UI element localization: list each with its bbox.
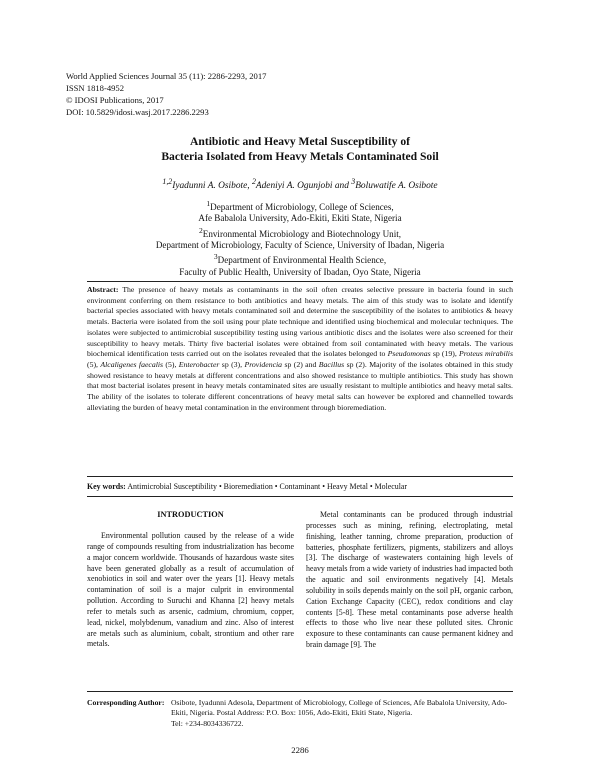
affiliation-2a	[66, 225, 534, 240]
affiliation-3a	[66, 251, 534, 266]
affiliation-1a	[66, 198, 534, 213]
copyright: © IDOSI Publications, 2017	[66, 95, 164, 105]
journal-citation: World Applied Sciences Journal 35 (11): 2286-2293, 2017	[66, 71, 267, 81]
genus-1: Pseudomonas	[387, 349, 431, 359]
abstract-sep-4: sp (3),	[219, 359, 245, 369]
affil-3-mark: 3	[213, 252, 218, 262]
affil-2-text: Environmental Microbiology and Biotechnology Unit,	[202, 228, 402, 239]
abstract-sep-5: sp (2) and	[282, 359, 319, 369]
affil-3-text: Department of Environmental Health Science,	[217, 255, 387, 266]
intro-left-column	[87, 531, 294, 650]
genus-5: Providencia	[244, 359, 283, 369]
affiliation-3b: Faculty of Public Health, University of Ibadan, Oyo State, Nigeria	[179, 266, 421, 277]
keywords-rule	[87, 496, 513, 497]
author-1: Iyadunni A. Osibote,	[172, 181, 252, 192]
abstract-sep-3: (5),	[163, 359, 179, 369]
journal-masthead	[66, 70, 266, 118]
genus-2: Proteus mirabilis	[458, 349, 513, 359]
intro-paragraph-1: Environmental pollution caused by the release of a wide range of compounds resulting from industrialization has become a major concern worldwide. Thousands of hazardous waste sites have been generated globally as a result of accumulation of xenobiotics in soil and water over the years [1]. Heavy metals contamination of soil is a major culprit in environmental pollution. According to Suruchi and Khanna [2] heavy metals refer to metals such as arsenic, cadmium, chromium, copper, lead, nickel, molybdenum, vanadium and zinc. Also of interest are metals such as aluminium, cobalt, strontium and other rare metals.	[87, 531, 294, 649]
abstract	[87, 285, 513, 413]
abstract-top-rule	[87, 281, 513, 282]
genus-6: Bacillus	[318, 359, 345, 369]
abstract-text-1: The presence of heavy metals as contaminants in the soil often creates selective pressure in bacteria found in such environment conferring on them resistance to both antibiotics and heavy metals. The aim of this study was to isolate and identify bacterial species associated with heavy metals contaminated soil and determine the susceptibility of the isolates to antibiotics & heavy metals. Bacteria were isolated from the soil using pour plate technique and identified using biochemical and molecular techniques. The isolates were subjected to antimicrobial susceptibility testing using various antibiotic discs and the isolates were also screened for their susceptibility to heavy metals. Thirty five bacterial isolates were obtained from soil contaminated with heavy metals. The various biochemical identification tests carried out on the isolates revealed that the isolates belonged to	[87, 285, 513, 359]
author-1-affil: 1,2	[162, 177, 173, 186]
author-3: Boluwatife A. Osibote	[355, 181, 438, 192]
corresponding-author-address: Osibote, Iyadunni Adesola, Department of Microbiology, College of Sciences, Afe Babalola University, Ado-Ekiti, Nigeria. Postal Address: P.O. Box: 1056, Ado-Ekiti, Ekiti State, Nigeria.	[171, 698, 508, 718]
keywords-text: Antimicrobial Susceptibility • Bioremediation • Contaminant • Heavy Metal • Molecular	[125, 482, 408, 491]
title-line-1: Antibiotic and Heavy Metal Susceptibility of	[190, 135, 410, 148]
affiliation-1b: Afe Babalola University, Ado-Ekiti, Ekiti State, Nigeria	[198, 213, 402, 224]
affiliation-2b: Department of Microbiology, Faculty of Science, University of Ibadan, Nigeria	[155, 239, 445, 250]
author-list	[66, 176, 534, 192]
issn: ISSN 1818-4952	[66, 83, 125, 93]
abstract-sep-2: (5),	[87, 359, 101, 369]
author-2-affil: 2	[251, 177, 256, 186]
affil-1-text: Department of Microbiology, College of Sciences,	[210, 202, 394, 213]
footnote-rule	[87, 691, 513, 692]
abstract-text-2: sp (2). Majority of the isolates obtained in this study showed resistance to heavy metals at different concentrations and also showed resistance to multiple antibiotics. This study has shown that most bacterial isolates present in heavy metals contaminated sites are usually resistant to multiple antibiotics and heavy metal salts. The ability of the isolates to tolerate different concentrations of heavy metal salts can however be explored and channelled towards alleviating the burden of heavy metal contamination in the environment through bioremediation.	[87, 359, 513, 412]
paper-title	[66, 134, 534, 164]
corresponding-author-details	[171, 698, 513, 729]
affiliations	[66, 198, 534, 278]
doi[interactable]: DOI: 10.5829/idosi.wasj.2017.2286.2293	[66, 107, 209, 117]
keywords-label: Key words:	[87, 482, 126, 491]
affil-2-mark: 2	[198, 225, 203, 235]
abstract-label: Abstract:	[87, 285, 119, 294]
page-number: 2286	[291, 745, 309, 755]
genus-3: Alcaligenes faecalis	[100, 359, 164, 369]
affil-1-mark: 1	[206, 199, 211, 208]
corresponding-author-label: Corresponding Author:	[87, 698, 165, 707]
genus-4: Enterobacter	[178, 359, 220, 369]
section-heading-introduction: INTRODUCTION	[157, 510, 224, 519]
abstract-sep-1: sp (19),	[430, 349, 459, 359]
author-3-affil: 3	[351, 177, 356, 186]
title-line-2: Bacteria Isolated from Heavy Metals Contaminated Soil	[161, 150, 439, 163]
intro-paragraph-2: Metal contaminants can be produced through industrial processes such as mining, refining, electroplating, metal finishing, leather tanning, chrome preparation, production of batteries, phosphate fertilizers, pigments, stabilizers and alloys [3]. The discharge of wastewaters containing high levels of heavy metals from a wide variety of industries had impacted both the aquatic and soil environments negatively [4]. Metals solubility in soils depends mainly on the soil pH, organic carbon, Cation Exchange Capacity (CEC), redox conditions and clay contents [5-8]. These metal contaminants pose adverse health effects to those who live near these polluted sites. Chronic exposure to these contaminants can cause permanent kidney and brain damage [9]. The	[306, 510, 513, 650]
abstract-bottom-rule	[87, 476, 513, 477]
author-2: Adeniyi A. Ogunjobi and	[255, 181, 352, 192]
corresponding-author-phone: Tel: +234-8034336722.	[171, 718, 244, 728]
keywords	[87, 482, 513, 492]
intro-right-column	[306, 510, 513, 651]
